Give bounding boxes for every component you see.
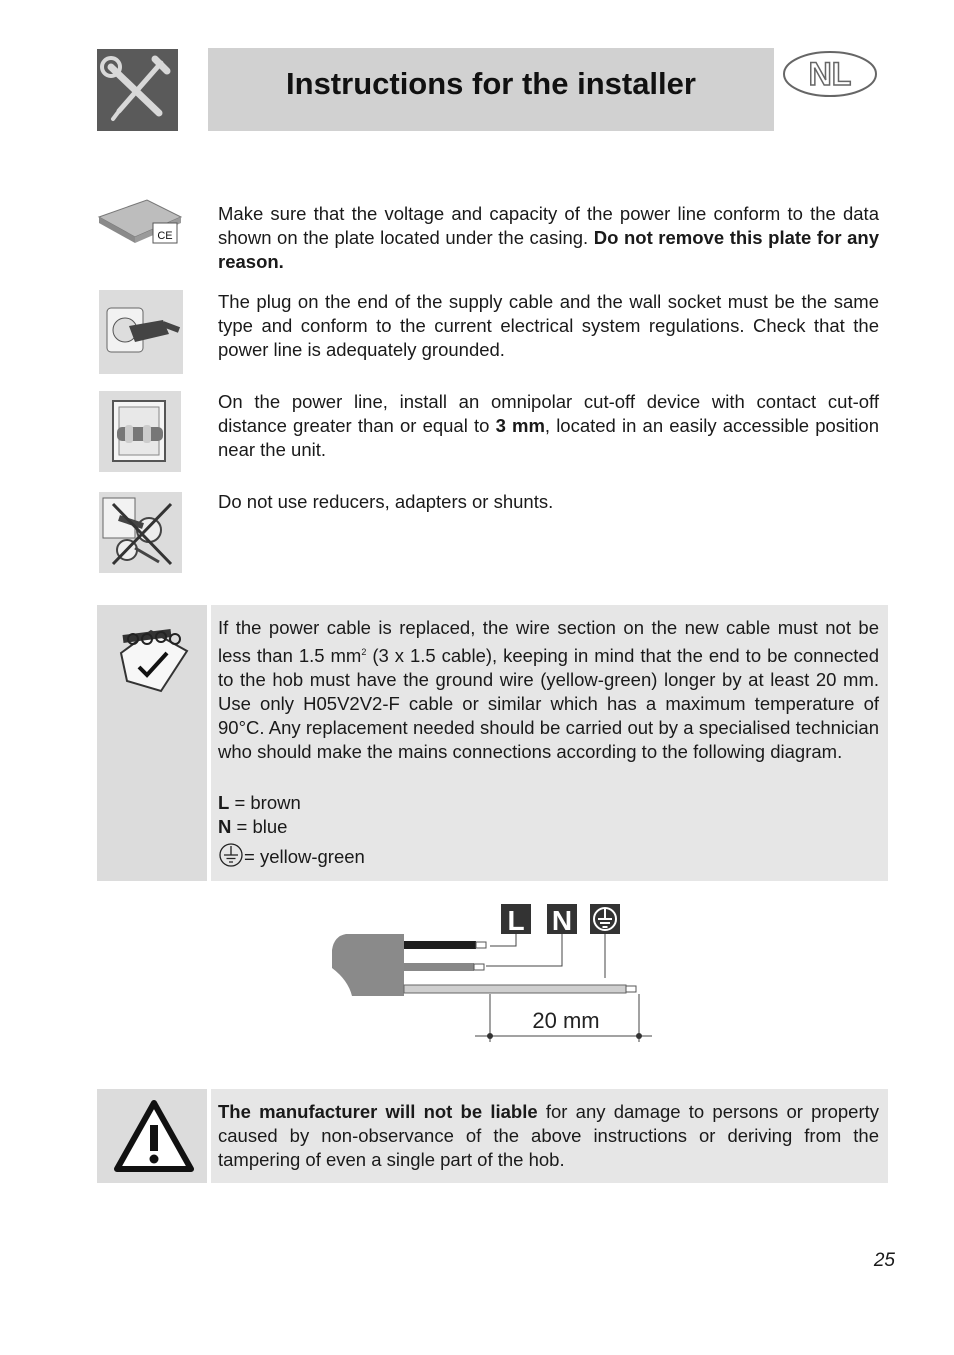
tools-icon	[97, 49, 178, 131]
voltage-warning: Do not remove this plate for any reason.	[218, 227, 880, 272]
warning-icon	[113, 1097, 195, 1175]
voltage-paragraph	[218, 202, 879, 274]
rating-plate-icon	[95, 195, 185, 250]
legend-item-ground	[218, 843, 365, 869]
voltage-text: Make sure that the voltage and capacity of the power line conform to the data shown on the plate located under the casing.	[218, 203, 879, 248]
language-code: NL	[808, 56, 852, 92]
switch-icon	[99, 391, 181, 472]
cable-note-paragraph	[218, 616, 879, 764]
wire-legend	[218, 791, 365, 869]
notebook-icon	[111, 617, 193, 699]
liability-bold: The manufacturer will not be liable	[218, 1101, 538, 1122]
legend-value-ground: = yellow-green	[244, 846, 365, 867]
reducers-paragraph: Do not use reducers, adapters or shunts.	[218, 491, 554, 512]
plug-socket-icon	[99, 290, 183, 374]
legend-key-n: N	[218, 816, 232, 837]
ground-icon	[218, 843, 244, 869]
cable-note-text-a: If the power cable is replaced, the wire section on the new cable must not be less than 1.5 mm	[218, 617, 879, 667]
plug-paragraph: The plug on the end of the supply cable and the wall socket must be the same type and conform to the current electrical system regulations. Check that the power line is adequately grounded.	[218, 291, 879, 360]
no-adapters-icon	[99, 492, 182, 573]
page-number: 25	[873, 1250, 895, 1271]
cutoff-text-a: On the power line, install an omnipolar cut-off device with contact cut-off distance greater than or equal to	[218, 391, 879, 436]
terminal-label-l: L	[507, 905, 525, 936]
legend-item-n	[218, 815, 365, 839]
header-bar	[208, 48, 774, 131]
cable-note-text-b: (3 x 1.5 cable), keeping in mind that the end to be connected to the hob must have the ground wire (yellow-green) longer by at least 20 mm. Use only H05V2V2-F cable or similar which has a maximum temperature of 90°C. Any replacement needed should be carried out by a specialised technician who should make the mains connections according to the following diagram.	[218, 645, 879, 763]
dimension-label: 20 mm	[532, 1008, 600, 1033]
liability-paragraph	[218, 1100, 879, 1172]
legend-value-l: = brown	[229, 792, 301, 813]
legend-value-n: = blue	[231, 816, 288, 837]
svg-text:CE: CE	[157, 230, 173, 242]
language-badge	[782, 50, 878, 98]
cable-note-superscript: 2	[361, 647, 367, 657]
cutoff-paragraph	[218, 390, 879, 462]
legend-item-l	[218, 791, 365, 815]
terminal-label-n: N	[551, 905, 573, 936]
cutoff-text-b: , located in an easily accessible position near the unit.	[218, 415, 879, 460]
liability-text: for any damage to persons or property caused by non-observance of the above instructions or deriving from the tampering of even a single part of the hob.	[218, 1101, 879, 1170]
wiring-diagram	[330, 902, 660, 1052]
cutoff-distance: 3 mm	[495, 415, 545, 436]
legend-key-l: L	[218, 792, 230, 813]
page-title: Instructions for the installer	[286, 66, 696, 101]
